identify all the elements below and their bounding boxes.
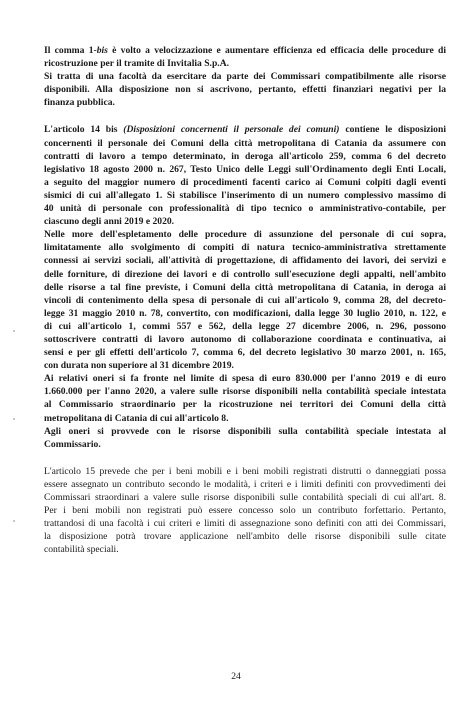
text-span: Commissario.: [44, 438, 101, 450]
text-span: Si tratta di una facoltà da esercitare da parte dei Commissari compatibilmente alle risorse: [44, 71, 446, 83]
text-line: [44, 163, 446, 176]
text-span: L'articolo 15 prevede che per i beni mobili e i beni mobili registrati distrutti o danneggiati possa: [44, 465, 446, 477]
text-span: sottoscrivere contratti di lavoro autonomo di collaborazione coordinata e continuativa, ai: [44, 333, 446, 345]
text-span: ricostruzione per il tramite di Invitalia S.p.A.: [44, 58, 230, 70]
text-span: 40 unità di personale con professionalità di tipo tecnico o amministrativo-contabile, per: [44, 203, 446, 215]
text-span: contratti di lavoro a tempo determinato, in deroga all'articolo 259, comma 6 del decreto: [44, 150, 446, 162]
text-line: [44, 189, 446, 202]
text-line: [44, 398, 446, 411]
text-line: [44, 241, 446, 254]
text-line: [44, 412, 446, 425]
text-line: [44, 176, 446, 189]
text-span: concernenti il personale dei Comuni della città metropolitana di Catania da assumere con: [44, 137, 446, 149]
text-span: L'articolo 14 bis: [44, 124, 124, 136]
text-span: ciascuno degli anni 2019 e 2020.: [44, 216, 175, 228]
text-span: di cui all'articolo 1, commi 557 e 562, della legge 27 dicembre 2006, n. 296, possono: [44, 320, 446, 332]
text-line: [44, 465, 446, 478]
text-span: trattandosi di una facoltà i cui criteri e limiti di assegnazione sono definiti con atti dei Commissari,: [44, 518, 446, 530]
text-line: [44, 543, 446, 556]
scan-speck: [13, 418, 15, 420]
text-line: [44, 268, 446, 281]
text-span: connessi ai servizi sociali, all'attività di progettazione, di affidamento dei lavori, dei servizi e: [44, 255, 446, 267]
text-span: è volto a velocizzazione e aumentare efficienza ed efficacia delle procedure di: [107, 45, 446, 56]
text-span: la disposizione potrà trovare applicazione nell'ambito delle risorse disponibili sulle citate: [44, 531, 446, 543]
text-span-italic: bis: [96, 45, 108, 56]
text-line: [44, 137, 446, 150]
text-line: [44, 57, 446, 70]
text-line: [44, 44, 446, 57]
text-span: delle risorse a tal fine previste, i Comuni della città metropolitana di Catania, in deroga ai: [44, 281, 446, 293]
text-span: Per i beni mobili non registrati può essere concesso solo un contributo forfettario. Pertanto,: [44, 505, 446, 517]
paragraph-article-14-comma-1-bis: [44, 44, 446, 109]
text-line: [44, 320, 446, 333]
text-span: con durata non superiore al 31 dicembre 2019.: [44, 360, 234, 372]
text-span: Commissari straordinari a valere sulle risorse disponibili sulle contabilità speciali di cui all'art. 8.: [44, 492, 446, 503]
text-line: [44, 281, 446, 294]
text-span: finanza pubblica.: [44, 97, 115, 109]
text-span: disponibili. Alla disposizione non si ascrivono, pertanto, effetti finanziari negativi per la: [44, 84, 446, 96]
text-span: a seguito del maggior numero di procedimenti facenti carico ai Comuni colpiti dagli eventi: [44, 176, 446, 188]
text-span: delle forniture, di direzione dei lavori e di controllo sull'esecuzione degli appalti, nell'ambito: [44, 268, 446, 280]
text-span: legislativo 18 agosto 2000 n. 267, Testo Unico delle Leggi sull'Ordinamento degli Enti Locali,: [44, 163, 446, 175]
text-line: [44, 228, 446, 241]
text-span: Nelle more dell'espletamento delle procedure di assunzione del personale di cui sopra,: [44, 229, 446, 241]
text-span: limitatamente allo svolgimento di compiti di natura tecnico-amministrativa strettamente: [44, 242, 446, 254]
text-line: [44, 83, 446, 96]
text-line: [44, 425, 446, 438]
text-span: metropolitana di Catania di cui all'articolo 8.: [44, 412, 229, 424]
text-line: [44, 96, 446, 109]
text-span: legge 31 maggio 2010 n. 78, convertito, con modificazioni, dalla legge 30 luglio 2010, n. 122, e: [44, 307, 446, 319]
text-line: [44, 372, 446, 385]
text-line: [44, 438, 446, 451]
text-line: [44, 254, 446, 267]
text-line: [44, 530, 446, 543]
text-line: [44, 359, 446, 372]
paragraph-article-14-bis: [44, 123, 446, 450]
text-span-italic: (Disposizioni concernenti il personale dei comuni): [123, 124, 340, 136]
text-span: contabilità speciali.: [44, 544, 119, 556]
page-number: 24: [231, 671, 241, 682]
text-line: [44, 150, 446, 163]
text-line: [44, 70, 446, 83]
text-span: vincoli di contenimento della spesa di personale di cui all'articolo 9, comma 28, del decreto-: [44, 294, 446, 306]
text-line: [44, 215, 446, 228]
paragraph-article-15: [44, 465, 446, 557]
text-line: [44, 294, 446, 307]
text-line: [44, 333, 446, 346]
text-line: [44, 478, 446, 491]
text-line: [44, 307, 446, 320]
text-span: Agli oneri si provvede con le risorse disponibili sulla contabilità speciale intestata al: [44, 425, 446, 437]
text-line: [44, 491, 446, 504]
text-span: Il comma 1-: [44, 45, 97, 56]
text-line: [44, 385, 446, 398]
text-line: [44, 517, 446, 530]
document-page: [44, 44, 446, 556]
text-line: [44, 504, 446, 517]
text-span: essere assegnato un contributo secondo le modalità, i criteri e i limiti definiti con provvedimenti dei: [44, 478, 446, 490]
scan-speck: [13, 330, 15, 332]
text-line: [44, 346, 446, 359]
text-span: 1.660.000 per l'anno 2020, a valere sulle risorse disponibili nella contabilità speciale intestata: [44, 386, 446, 398]
text-line: [44, 202, 446, 215]
text-span: al Commissario straordinario per la ricostruzione nei territori dei Comuni della città: [44, 399, 446, 411]
text-span: sismici di cui all'allegato 1. Si stabilisce l'inserimento di un numero complessivo massimo di: [44, 189, 446, 201]
text-span: Ai relativi oneri si fa fronte nel limite di spesa di euro 830.000 per l'anno 2019 e di euro: [44, 373, 446, 385]
text-span: contiene le disposizioni: [339, 124, 446, 136]
text-span: sensi e per gli effetti dell'articolo 7, comma 6, del decreto legislativo 30 marzo 2001, n. 165,: [44, 347, 446, 359]
text-line: [44, 123, 446, 136]
scan-speck: [13, 520, 15, 522]
